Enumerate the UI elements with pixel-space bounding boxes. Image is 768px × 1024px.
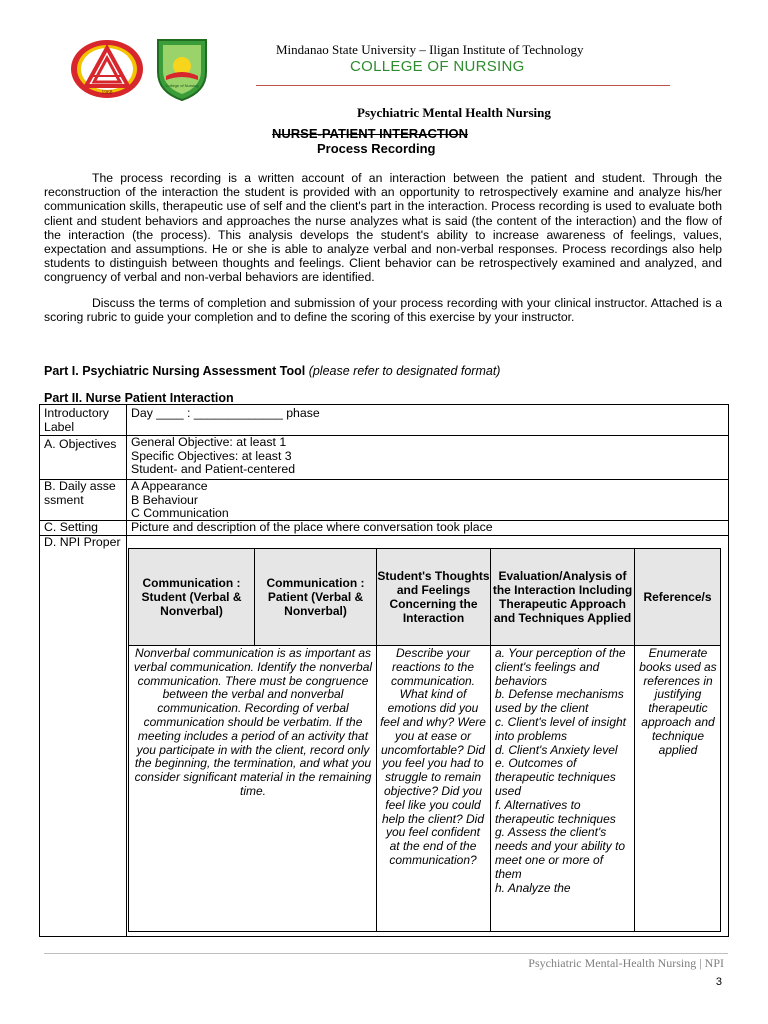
row-divider [40,535,728,536]
header-student-thoughts: Student's Thoughts and Feelings Concerning the Interaction [377,549,490,645]
header-references: Reference/s [635,549,720,645]
row-value-intro: Day ____ : _____________ phase [131,406,320,420]
college-of-nursing-logo [152,36,212,102]
assessment-line: C Communication [131,506,229,521]
npi-proper-table [128,548,721,932]
row-label-objectives: A. Objectives [44,437,117,451]
assessment-line: A Appearance [131,479,208,493]
objective-line: Specific Objectives: at least 3 [131,448,292,463]
seal-year: 1968 [101,90,113,96]
part1-heading [44,364,500,378]
page-number: 3 [715,976,722,988]
footer-divider [44,953,728,954]
column-divider [490,549,491,931]
university-name: Mindanao State University – Iligan Institute of Technology [276,42,584,57]
msu-iit-seal-logo [66,36,148,102]
college-name: COLLEGE OF NURSING [350,58,525,75]
document-subtitle: Process Recording [317,141,436,156]
row-value-objectives [131,436,721,477]
evaluation-item: b. Defense mechanisms used by the client [495,687,624,716]
row-label-daily-assessment: B. Daily assessment [44,479,116,507]
row-label-npi-proper: D. NPI Proper [44,535,121,549]
row-value-setting: Picture and description of the place where conversation took place [131,520,493,534]
part2-heading: Part II. Nurse Patient Interaction [44,391,234,405]
header-communication-patient: Communication : Patient (Verbal & Nonverbal) [255,549,376,645]
row-label-setting: C. Setting [44,520,98,534]
thoughts-guidance: Describe your reactions to the communication. What kind of emotions did you feel and why? Were you at ease or uncomfortable? Did you feel you had to struggle to remain objective? Did you feel like you could help the client? Did you feel confident at the end of the communication? [380,646,486,867]
document-title: NURSE-PATIENT INTERACTION [272,126,468,141]
evaluation-item: c. Client's level of insight into problems [495,714,627,743]
evaluation-item: f. Alternatives to therapeutic techniques [495,797,616,826]
instructions-paragraph [44,296,722,324]
nursing-logo-label: College of Nursing [165,83,199,88]
objective-line: Student- and Patient-centered [131,462,296,477]
evaluation-item: a. Your perception of the client's feelings and behaviors [495,646,626,688]
table-column-divider [126,405,127,936]
column-divider [376,549,377,931]
header-evaluation-analysis: Evaluation/Analysis of the Interaction Including Therapeutic Approach and Techniques Applied [491,549,634,645]
header-communication-student: Communication : Student (Verbal & Nonverbal) [129,549,254,645]
column-divider [254,549,255,645]
assessment-line: B Behaviour [131,492,198,507]
row-label-intro: Introductory Label [44,406,109,434]
row-value-daily-assessment [131,480,721,521]
footer-label: Psychiatric Mental-Health Nursing | NPI [528,956,724,970]
evaluation-item: d. Client's Anxiety level [495,742,618,757]
references-guidance: Enumerate books used as references in justifying therapeutic approach and technique applied [639,646,717,757]
intro-paragraph [44,171,722,285]
evaluation-item: h. Analyze the [495,880,571,895]
objective-line: General Objective: at least 1 [131,435,287,449]
communication-guidance: Nonverbal communication is as important as verbal communication. Identify the nonverbal communication. There must be congruence between the verbal and nonverbal communication. Recording of verbal communication should be verbatim. If the meeting includes a period of an activity that you participate in with the client, record only the beginning, the termination, and what you consider significant material in the remaining time. [133,646,373,798]
part1-note: (please refer to designated format) [308,364,501,378]
course-title: Psychiatric Mental Health Nursing [357,105,551,120]
instructions-paragraph-text: Discuss the terms of completion and submission of your process recording with your clinical instructor. Attached is a scoring rubric to guide your completion and to define the scoring of this exercise by your instructor. [44,296,722,325]
column-divider [634,549,635,931]
evaluation-item: e. Outcomes of therapeutic techniques used [495,756,616,798]
intro-paragraph-text: The process recording is a written account of an interaction between the patient and student. Through the reconstruction of the interaction the student is provided with an opportunity to retrospectively examine and analyze his/her communication skills, therapeutic use of self and the client's part in the interaction. Process recording is used to evaluate both client and student behaviors and approaches the nurse analyzes what is said (the content of the interaction) and the flow of the interaction (the process). This analysis develops the student's ability to increase awareness of feelings, values, expectation and assumptions. He or she is able to analyze verbal and non-verbal responses. Process recordings also help students to distinguish between thoughts and feelings. Client behavior can be retrospectively examined and analyzed, and congruency of verbal and non-verbal behaviors are identified. [44,171,722,285]
evaluation-item: g. Assess the client's needs and your ability to meet one or more of them [495,825,626,881]
evaluation-guidance-list [495,647,631,895]
header-divider [256,85,670,86]
part1-label: Part I. Psychiatric Nursing Assessment Tool [44,364,306,378]
